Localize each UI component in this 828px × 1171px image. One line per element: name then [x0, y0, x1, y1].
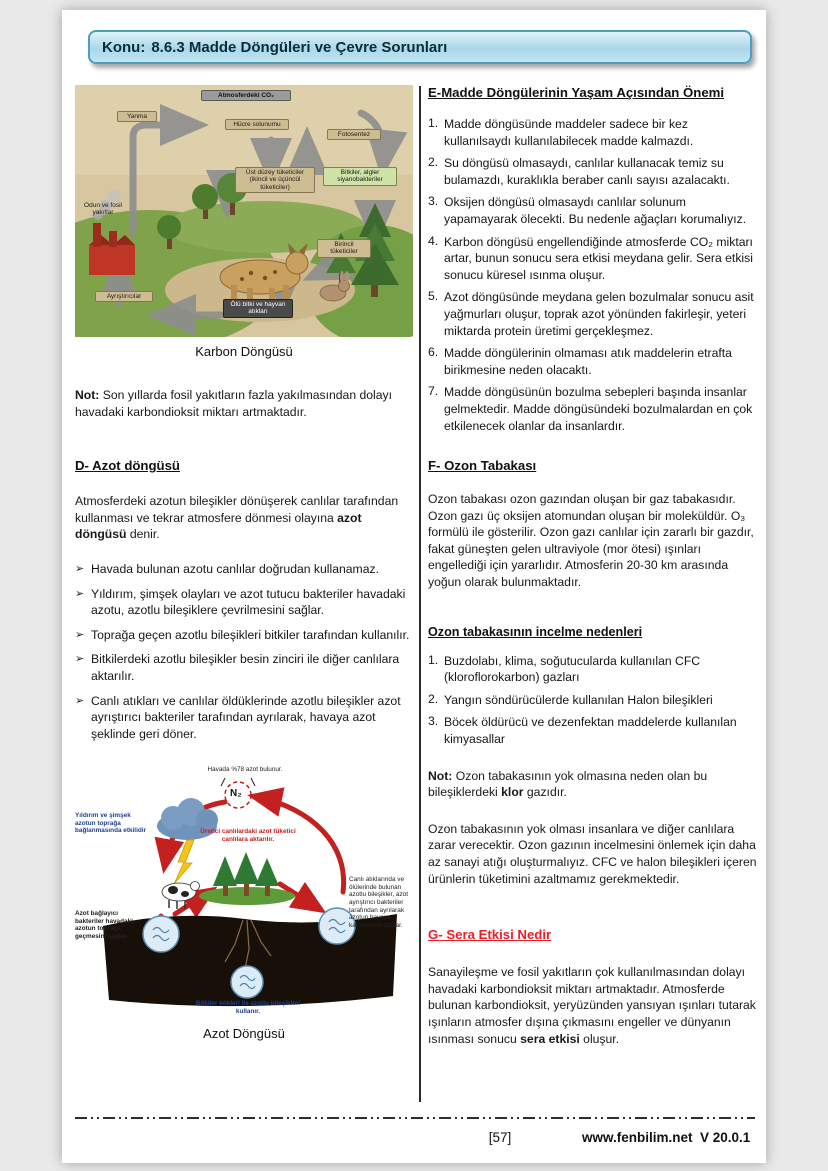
carbon-label-olu: Ölü bitki ve hayvan atıkları: [223, 299, 293, 318]
arrow-bullet-icon: ➢: [75, 694, 85, 707]
carbon-label-birincil: Birincil tüketiciler: [317, 239, 371, 258]
list-item: 1. Madde döngüsünde maddeler sadece bir kez kullanılsaydı kullanılabilecek madde kalmazdı.: [428, 116, 694, 148]
list-item: 4. Karbon döngüsü engellendiğinde atmosferde CO₂ miktarı artar, bunun sonucu sera etkisi meydana gelir. Sera etkisi sonucu küresel ısınma oluşur.: [428, 233, 753, 282]
left-column: [75, 85, 413, 1041]
arrow-bullet-icon: ➢: [75, 587, 85, 600]
section-g-title: G- Sera Etkisi Nedir: [428, 927, 552, 943]
section-f-title: F- Ozon Tabakası: [428, 458, 537, 474]
footer-site-info: [582, 1130, 758, 1145]
topic-header: [88, 30, 752, 64]
note-chlorine: Not: Ozon tabakasının yok olmasına neden olan bu bileşiklerdeki klor gazıdır.: [428, 768, 708, 800]
carbon-label-bitkiler: Bitkiler, algler siyanobakteriler: [323, 167, 397, 186]
azot-intro-paragraph: Atmosferdeki azotun bileşikler dönüşerek canlılar tarafından kullanması ve tekrar atmosfere dönmesi olayına azot döngüsü denir.: [75, 494, 399, 542]
azot-label-havada: Havada %78 azot bulunur.: [207, 766, 283, 774]
carbon-label-yanma: Yanma: [117, 111, 157, 122]
list-item: ➢ Canlı atıkları ve canlılar öldüklerinde azotlu bileşikler azot ayrıştırıcı bakteriler tarafından ayrılarak, havaya azot şeklinde geri döner.: [75, 693, 401, 741]
note-label: Not:: [428, 768, 453, 783]
note-fossil-fuels: Not: Son yıllarda fosil yakıtların fazla yakılmasından dolayı havadaki karbondioksit miktarı artmaktadır.: [75, 388, 393, 419]
nitrogen-cycle-diagram: [75, 764, 413, 1019]
list-item: 6. Madde döngülerinin olmaması atık maddelerin etrafta birikmesine neden olacaktı.: [428, 345, 732, 377]
footer-divider: [75, 1117, 755, 1119]
ozon-paragraph-2: Ozon tabakasının yok olması insanlara ve diğer canlılara zarar verecektir. Ozon gazının incelmesini önlemek için daha az sanayi atığı oluşturmalıyız. CFC ve halon bileşikleri içeren ürünlerin tüketimini azaltmamız gerekmektedir.: [428, 821, 757, 886]
list-item: ➢ Havada bulunan azotu canlılar doğrudan kullanamaz.: [75, 561, 379, 576]
list-item: ➢ Yıldırım, şimşek olayları ve azot tutucu bakteriler havadaki azotu, azotlu bileşiklere çevrilmesini sağlar.: [75, 586, 406, 618]
importance-list: [428, 116, 758, 434]
site-url: www.fenbilim.net: [582, 1130, 693, 1145]
azot-label-uretici: Üretici canlılardaki azot tüketici canlılara aktarılır.: [200, 828, 296, 843]
ozon-paragraph-1: Ozon tabakası ozon gazından oluşan bir gaz tabakasıdır. Ozon gazı üç oksijen atomundan oluşan bir moleküldür. O₃ formülü ile gösterilir. Ozon gazı canlılar için zararlı bir gazdır, fakat güneşten gelen ultraviyole (mor ötesi) ışınları engellediği için yararlıdır. Atmosferin 20-30 km arasında yoğun olarak bulunmaktadır.: [428, 492, 754, 590]
list-item: 2. Yangın söndürücülerde kullanılan Halon bileşikleri: [428, 691, 713, 707]
page-number: [57]: [488, 1130, 512, 1145]
right-column: [428, 85, 758, 1047]
list-item: 7. Madde döngüsünün bozulma sebepleri başında insanlar gelmektedir. Madde döngüsündeki bozulmalardan en çok etkilenecek olanlar da insanlardır.: [428, 384, 753, 433]
arrow-bullet-icon: ➢: [75, 628, 85, 641]
list-item: 3. Oksijen döngüsü olmasaydı canlılar solunum yapamayarak ölecekti. Bu nedenle ağaçları korumalıyız.: [428, 194, 747, 226]
carbon-label-ust-duzey: Üst düzey tüketiciler (ikincil ve üçüncül tüketiciler): [235, 167, 315, 193]
azot-label-bakteri: Azot bağlayıcı bakteriler havadaki azotun toprağa geçmesini sağlar.: [75, 910, 133, 940]
carbon-label-odun: Odun ve fosil yakıtlar: [84, 202, 122, 217]
air-exchange-arrows: [221, 778, 255, 786]
producer-trees-icon: [199, 852, 295, 905]
ozon-causes-list: [428, 653, 758, 748]
arrow-bullet-icon: ➢: [75, 562, 85, 575]
arrow-bullet-icon: ➢: [75, 653, 85, 666]
column-divider: [419, 86, 421, 1102]
document-sheet: [62, 10, 766, 1163]
carbon-diagram-caption: Karbon Döngüsü: [195, 344, 293, 359]
azot-label-kokler: Bitkiler kökleri ile azotlu bileşikleri kullanır.: [195, 1000, 301, 1015]
list-item: 5. Azot döngüsünde meydana gelen bozulmalar sonucu asit yağmurları oluşur, toprak azot yönünden fakirleşir, yeteri miktarda protein üretimi gerçekleşmez.: [428, 289, 754, 338]
carbon-label-ayristirici: Ayrıştırıcılar: [95, 291, 153, 302]
carbon-label-hucre: Hücre solunumu: [225, 119, 289, 130]
carbon-cycle-diagram: [75, 85, 413, 337]
note-label: Not:: [75, 388, 100, 402]
ozon-sub-title: Ozon tabakasının incelme nedenleri: [428, 624, 643, 639]
list-item: 1. Buzdolabı, klima, soğutucularda kullanılan CFC (kloroflorokarbon) gazları: [428, 652, 701, 685]
list-item: ➢ Bitkilerdeki azotlu bileşikler besin zinciri ile diğer canlılara aktarılır.: [75, 652, 400, 683]
list-item: 3. Böcek öldürücü ve dezenfektan maddelerde kullanılan kimyasallar: [428, 714, 737, 747]
azot-bullet-list: [75, 561, 413, 742]
sera-etkisi-paragraph: Sanayileşme ve fosil yakıtların çok kullanılmasından dolayı havadaki karbondioksit miktarı artmaktadır. Atmosferde bulunan karbondioksit, yeryüzünden yansıyan ışınları tutarak ışınların atmosfer dışına çıkmasını engeller ve dünyanın ısınması sonucu sera etkisi oluşur.: [428, 965, 756, 1046]
topic-title: 8.6.3 Madde Döngüleri ve Çevre Sorunları: [151, 38, 448, 56]
carbon-label-fotosentez: Fotosentez: [327, 129, 381, 140]
nitrogen-diagram-caption: Azot Döngüsü: [203, 1026, 285, 1042]
version-label: V 20.0.1: [700, 1130, 751, 1145]
list-item: 2. Su döngüsü olmasaydı, canlılar kullanacak temiz su bulamazdı, kuraklıkla beraber canlı sayısı azalacaktı.: [428, 155, 730, 187]
azot-label-ayristirici: Canlı atıklarında ve ölülerinde bulunan azotlu bileşikler, azot ayrıştırıcı bakteriler tarafından ayrılarak azotun havaya karışmasını sağlar.: [349, 876, 408, 929]
lightning-icon: [174, 840, 194, 884]
cow-icon: [162, 882, 200, 910]
list-item: ➢ Toprağa geçen azotlu bileşikleri bitkiler tarafından kullanılır.: [75, 627, 410, 642]
azot-label-yildirim: Yıldırım ve şimşek azotun toprağa bağlanmasında etkilidir: [75, 812, 147, 835]
section-d-title: D- Azot döngüsü: [75, 458, 180, 474]
azot-label-n2: N₂: [230, 788, 242, 800]
topic-label: Konu:: [102, 38, 146, 56]
section-e-title: E-Madde Döngülerinin Yaşam Açısından Önemi: [428, 85, 725, 100]
carbon-label-atmosfer: Atmosferdeki CO₂: [201, 90, 291, 101]
